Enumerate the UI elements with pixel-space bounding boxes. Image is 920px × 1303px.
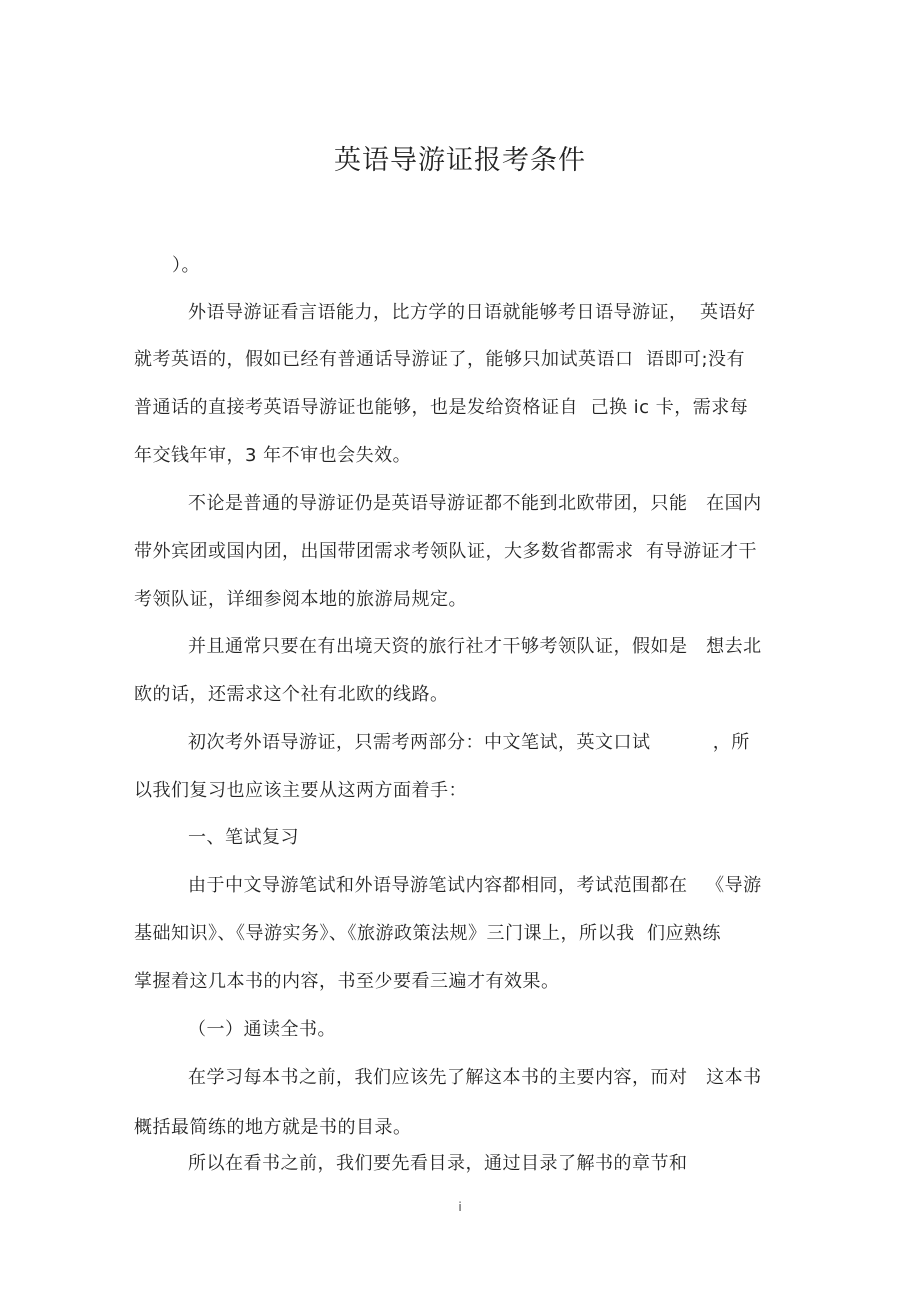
paragraph-first-line: 在学习每本书之前，我们应该先了解这本书的主要内容，而对 这本书 [188,1067,762,1088]
subsection-heading: （一）通读全书。 [188,1019,336,1040]
paragraph-first-line: 并且通常只要在有出境天资的旅行社才干够考领队证，假如是 想去北 [188,636,762,657]
paragraph-first-line: 所以在看书之前，我们要先看目录，通过目录了解书的章节和 [188,1153,688,1174]
paragraph-first-line: 初次考外语导游证，只需考两部分：中文笔试，英文口试 ，所 [188,732,750,753]
section-heading: 一、笔试复习 [188,827,299,848]
text-line: 欧的话，还需求这个社有北欧的线路。 [134,684,449,705]
text-line: 普通话的直接考英语导游证也能够，也是发给资格证自 己换 ic 卡，需求每 [134,397,749,418]
text-line: 就考英语的，假如已经有普通话导游证了，能够只加试英语口 语即可;没有 [134,349,746,370]
text-line: 带外宾团或国内团，出国带团需求考领队证，大多数省都需求 有导游证才干 [134,541,757,562]
text-line: ）。 [172,255,200,276]
paragraph-first-line: 外语导游证看言语能力，比方学的日语就能够考日语导游证， 英语好 [188,302,756,323]
paragraph-first-line: 由于中文导游笔试和外语导游笔试内容都相同，考试范围都在 《导游 [188,875,762,896]
text-line: 考领队证，详细参阅本地的旅游局规定。 [134,589,467,610]
text-line: 概括最简练的地方就是书的目录。 [134,1117,412,1138]
page-title: 英语导游证报考条件 [334,145,586,176]
text-line: 以我们复习也应该主要从这两方面着手： [134,780,467,801]
text-line: 年交钱年审，3 年不审也会失效。 [134,445,412,466]
text-line: 掌握着这几本书的内容，书至少要看三遍才有效果。 [134,971,560,992]
page-number: i [458,1200,462,1214]
text-line: 基础知识》、《导游实务》、《旅游政策法规》三门课上，所以我 们应熟练 [134,923,721,944]
paragraph-first-line: 不论是普通的导游证仍是英语导游证都不能到北欧带团，只能 在国内 [188,493,762,514]
